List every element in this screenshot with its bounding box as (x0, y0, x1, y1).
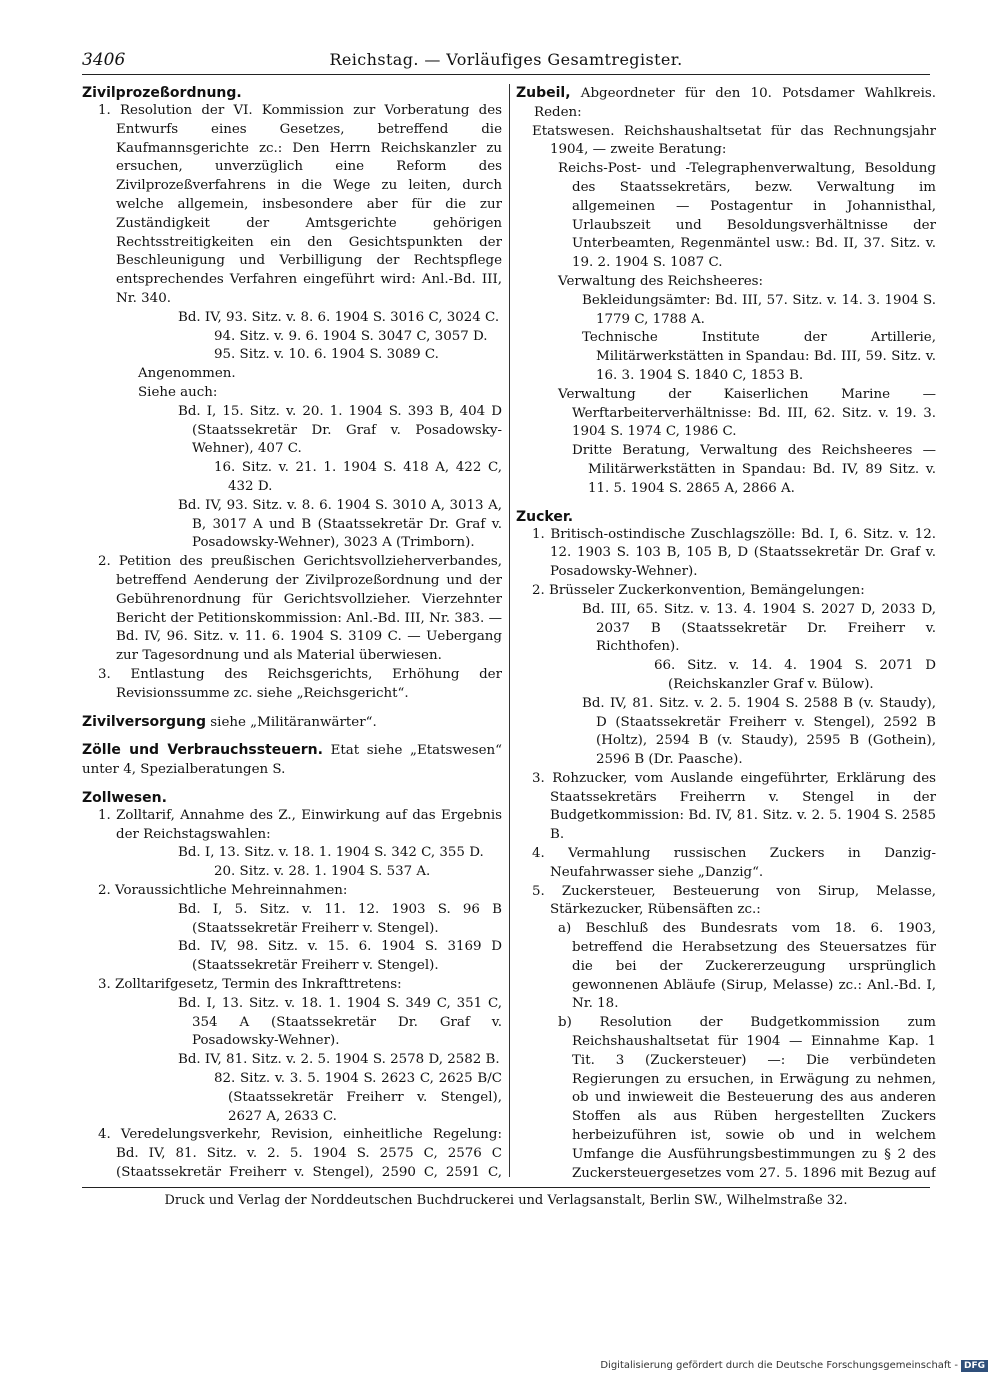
entry-heading: Zubeil, (516, 85, 571, 101)
entry-heading: Zivilprozeßordnung. (82, 85, 242, 101)
entry-reference: Technische Institute der Artillerie, Militärwerkstätten in Spandau: Bd. III, 59. Sitz. v. 16. 3. 1904 S. 1840 C, 1853 B. (582, 330, 936, 383)
entry-reference: Dritte Beratung, Verwaltung des Reichsheeres — Militärwerkstätten in Spandau: Bd. IV, 89 Sitz. v. 11. 5. 1904 S. 2865 A, 2866 A. (572, 443, 936, 496)
column-divider (509, 84, 510, 1177)
entry-reference: Bd. IV, 93. Sitz. v. 8. 6. 1904 S. 3010 A, 3013 A, B, 3017 A und B (Staatssekretär Dr. Graf v. Posadowsky-Wehner), 3023 A (Trimborn). (178, 497, 502, 551)
entry-item: 3. Rohzucker, vom Auslande eingeführter, Erklärung des Staatssekretärs Freiherrn v. Stengel in der Budgetkommission: Bd. IV, 81. Sitz. v. 2. 5. 1904 S. 2585 B. (532, 770, 936, 843)
entry-reference: 16. Sitz. v. 21. 1. 1904 S. 418 A, 422 C, 432 D. (214, 460, 502, 494)
entry-reference: Bd. IV, 81. Sitz. v. 2. 5. 1904 S. 2578 D, 2582 B. (178, 1052, 500, 1068)
entry-zubeil (516, 84, 936, 499)
cross-reference: Etat siehe „Etatswesen“ unter 4, Spezialberatungen S. (82, 743, 502, 778)
entry-item: Etatswesen. Reichshaushaltsetat für das Rechnungsjahr 1904, — zweite Beratung: (532, 123, 936, 158)
entry-reference: Bd. III, 65. Sitz. v. 13. 4. 1904 S. 2027 D, 2033 D, 2037 B (Staatssekretär Dr. Freiherr v. Richthofen). (582, 601, 936, 655)
entry-heading: Zölle und Verbrauchssteuern. (82, 742, 323, 759)
entry-zucker (516, 508, 936, 1184)
entry-description: Abgeordneter für den 10. Potsdamer Wahlkreis. Reden: (534, 86, 936, 120)
dfg-notice-text: Digitalisierung gefördert durch die Deutsche Forschungsgemeinschaft - (600, 1360, 958, 1371)
entry-item: 4. Vermahlung russischen Zuckers in Danzig-Neufahrwasser siehe „Danzig“. (532, 846, 936, 880)
entry-item: 2. Petition des preußischen Gerichtsvollzieherverbandes, betreffend Aenderung der Zivilprozeßordnung und der Gebührenordnung für Gerichtsvollzieher. Vierzehnter Bericht der Petitionskommission: Anl.-Bd. III, Nr. 383. — Bd. IV, 96. Sitz. v. 11. 6. 1904 S. 3109 C. — Uebergang zur Tagesordnung und als Material überwiesen. (98, 554, 502, 664)
dfg-logo-icon: DFG (961, 1360, 988, 1372)
page-footer (82, 1187, 930, 1208)
entry-reference: 94. Sitz. v. 9. 6. 1904 S. 3047 C, 3057 D. (214, 328, 488, 344)
entry-zoelle (82, 741, 502, 780)
entry-item: 2. Voraussichtliche Mehreinnahmen: (98, 883, 348, 899)
entry-zivilversorgung (82, 713, 502, 733)
dfg-notice (0, 1360, 988, 1372)
entry-item: 1. Britisch-ostindische Zuschlagszölle: Bd. I, 6. Sitz. v. 12. 12. 1903 S. 103 B, 105 B, D (Staatssekretär Dr. Graf v. Posadowsky-Wehner). (532, 526, 936, 580)
entry-reference: 66. Sitz. v. 14. 4. 1904 S. 2071 D (Reichskanzler Graf v. Bülow). (654, 658, 936, 692)
entry-reference: Verwaltung der Kaiserlichen Marine — Werftarbeiterverhältnisse: Bd. III, 62. Sitz. v. 19. 3. 1904 S. 1974 C, 1986 C. (558, 386, 936, 440)
right-column (516, 84, 936, 1184)
entry-item: 1. Resolution der VI. Kommission zur Vorberatung des Entwurfs eines Gesetzes, betreffend die Kaufmannsgerichte zc.: Den Herrn Reichskanzler zu ersuchen, unverzüglich eine Reform des Zivilprozeßverfahrens in die Wege zu leiten, durch welche allgemein, insbesondere aber für die zur Zuständigkeit der Amtsgerichte gehörigen Rechtsstreitigkeiten ein den Gesichtspunkten der Beschleunigung und Verbilligung der Rechtspflege entsprechendes Verfahren eingeführt wird: Anl.-Bd. III, Nr. 340. (98, 103, 502, 306)
entry-note: Angenommen. (138, 366, 236, 382)
left-column (82, 84, 502, 1184)
entry-heading: Zucker. (516, 508, 574, 525)
entry-reference: Bd. I, 15. Sitz. v. 20. 1. 1904 S. 393 B, 404 D (Staatssekretär Dr. Graf v. Posadowsky-Wehner), 407 C. (178, 403, 502, 457)
entry-reference: Bd. I, 13. Sitz. v. 18. 1. 1904 S. 342 C, 355 D. (178, 845, 484, 861)
entry-reference: Bd. I, 5. Sitz. v. 11. 12. 1903 S. 96 B (Staatssekretär Freiherr v. Stengel). (178, 901, 502, 936)
cross-reference: siehe „Militäranwärter“. (210, 714, 377, 730)
entry-item: 3. Entlastung des Reichsgerichts, Erhöhung der Revisionssumme zc. siehe „Reichsgericht“. (98, 666, 502, 701)
entry-reference: 82. Sitz. v. 3. 5. 1904 S. 2623 C, 2625 B/C (Staatssekretär Freiherr v. Stengel), 2627 A, 2633 C. (214, 1071, 502, 1124)
entry-item: 4. Veredelungsverkehr, Revision, einheitliche Regelung: Bd. IV, 81. Sitz. v. 2. 5. 1904 S. 2575 C, 2576 C (Staatssekretär Freiherr v. Stengel), 2590 C, 2591 C, (98, 1127, 502, 1181)
entry-zivilprozessordnung (82, 84, 502, 704)
entry-heading: Zivilversorgung (82, 713, 207, 730)
entry-item: 2. Brüsseler Zuckerkonvention, Bemängelungen: (532, 582, 865, 598)
entry-subitem: b) Resolution der Budgetkommission zum Reichshaushaltsetat für 1904 — Einnahme Kap. 1 Tit. 3 (Zuckersteuer) —: Die verbündeten Regierungen zu ersuchen, in Erwägung zu nehmen, ob und inwieweit die Besteuerung des aus anderen Stoffen als aus Rüben hergestellten Zuckers herbeizuführen ist, sowie ob und in welchem Umfange die Ausführungsbestimmungen zu § 2 des Zuckersteuergesetzes vom 27. 5. 1896 mit Bezug auf (558, 1015, 936, 1181)
entry-reference: Bekleidungsämter: Bd. III, 57. Sitz. v. 14. 3. 1904 S. 1779 C, 1788 A. (582, 292, 936, 327)
entry-reference: Reichs-Post- und -Telegraphenverwaltung, Besoldung des Staatssekretärs, bezw. Verwaltung im allgemeinen — Postagentur in Johannisthal, Urlaubszeit und Besoldungsverhältnisse der Unterbeamten, Regenmäntel usw.: Bd. II, 37. Sitz. v. 19. 2. 1904 S. 1087 C. (558, 161, 936, 271)
running-title: Reichstag. — Vorläufiges Gesamtregister. (329, 50, 683, 69)
imprint: Druck und Verlag der Norddeutschen Buchdruckerei und Verlagsanstalt, Berlin SW., Wilhelmstraße 32. (164, 1193, 848, 1208)
entry-reference: Bd. I, 13. Sitz. v. 18. 1. 1904 S. 349 C, 351 C, 354 A (Staatssekretär Dr. Graf v. Posadowsky-Wehner). (178, 995, 502, 1049)
entry-item: 5. Zuckersteuer, Besteuerung von Sirup, Melasse, Stärkezucker, Rübensäften zc.: (532, 883, 936, 918)
entry-reference: Bd. IV, 98. Sitz. v. 15. 6. 1904 S. 3169 D (Staatssekretär Freiherr v. Stengel). (178, 939, 502, 974)
entry-zollwesen (82, 789, 502, 1184)
page-header (82, 48, 930, 75)
entry-heading: Zollwesen. (82, 789, 167, 806)
entry-subitem: a) Beschluß des Bundesrats vom 18. 6. 1903, betreffend die Herabsetzung des Steuersatzes für die bei der Zuckererzeugung ursprünglich gewonnenen Abläufe (Sirup, Melasse) zc.: Anl.-Bd. I, Nr. 18. (558, 921, 936, 1012)
entry-reference: 95. Sitz. v. 10. 6. 1904 S. 3089 C. (214, 347, 439, 363)
entry-subheading: Verwaltung des Reichsheeres: (558, 273, 764, 289)
entry-note: Siehe auch: (138, 384, 218, 400)
entry-item: 3. Zolltarifgesetz, Termin des Inkrafttretens: (98, 977, 402, 993)
entry-reference: Bd. IV, 93. Sitz. v. 8. 6. 1904 S. 3016 C, 3024 C. (178, 309, 500, 325)
entry-item: 1. Zolltarif, Annahme des Z., Einwirkung auf das Ergebnis der Reichstagswahlen: (98, 807, 502, 842)
entry-reference: Bd. IV, 81. Sitz. v. 2. 5. 1904 S. 2588 B (v. Staudy), D (Staatssekretär Freiherr v. Stengel), 2592 B (Holtz), 2594 B (v. Staudy), 2595 B (Gothein), 2596 B (Dr. Paasche). (582, 695, 936, 768)
entry-reference: 20. Sitz. v. 28. 1. 1904 S. 537 A. (214, 864, 431, 880)
page-number: 3406 (82, 50, 126, 70)
